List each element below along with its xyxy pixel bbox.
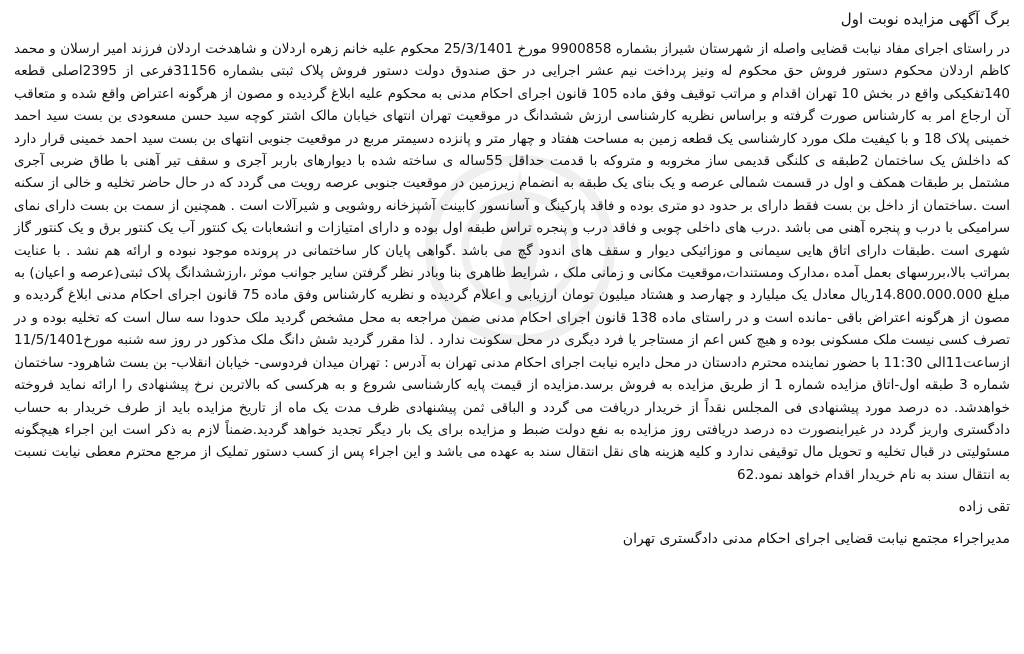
issuing-office: مدیراجراء مجتمع نیابت قضایی اجرای احکام مدنی دادگستری تهران — [622, 531, 1010, 548]
notice-title: برگ آگهی مزایده نوبت اول — [840, 10, 1010, 28]
notice-body: در راستای اجرای مفاد نیابت قضایی واصله از شهرستان شیراز بشماره 9900858 مورخ 25/3/1401 محکوم علیه خانم زهره اردلان و شاهدخت اردلان فرزند امیر ارسلان و محمد کاظم اردلان محکوم دستور فروش حق محکوم له ونیز پرداخت نیم عشر اجرایی در حق صندوق دولت دستور فروش پلاک ثبتی بشماره 31156فرعی از 2395اصلی قطعه 140تفکیکی واقع در بخش 10 تهران اقدام و مراتب توقیف وفق ماده 105 قانون اجرای احکام مدنی به محکوم علیه ابلاغ گردیده و مصون از هرگونه اعتراض واقع شده و متعاقب آن ارجاع امر به کارشناس صورت گرفته و براساس نظریه کارشناسی ارزش ششدانگ در موقعیت تهران انتهای خیابان مالک اشتر کوچه سید حسن مسعودی بن بست سید احمد خمینی پلاک 18 و با کیفیت ملک مورد کارشناسی یک قطعه زمین به مساحت هفتاد و چهار متر و پانزده دسیمتر مربع در موقعیت جنوبی انتهای بن بست سید احمد خمینی قرار دارد که داخلش یک ساختمان 2طبقه ی کلنگی قدیمی ساز مخروبه و متروکه با قدمت حداقل 55ساله ی ساخته شده با دیوارهای باربر آجری و سقف تیر آهنی با طاق ضربی آجری مشتمل بر طبقات همکف و اول در قسمت شمالی عرصه و یک بنای یک طبقه به انضمام زیرزمین در موقعیت جنوبی عرصه رویت می گردد که در حال حاضر تخلیه و خالی از سکنه است .ساختمان از داخل بن بست فقط دارای بر حدود دو متری بوده و فاقد پارکینگ و آسانسور کابینت آشپزخانه روشویی و شیرآلات است . همچنین از سمت بن بست دارای نمای سرامیکی با درب و پنجره آهنی می باشد .درب های داخلی چوبی و فاقد درب و پنجره تراس طبقه اول بوده و دارای امتیازات و انشعابات یک کنتور آب یک کنتور برق و یک کنتور گاز شهری است .طبقات دارای اتاق هایی سیمانی و موزائیکی دیوار و سقف های اندود گچ می باشد .گواهی پایان کار ساختمانی در پرونده موجود نبوده و ارائه هم نشد . با عنایت بمراتب بالا،بررسهای بعمل آمده ،مدارک ومستندات،موقعیت مکانی و زمانی ملک ، شرایط ظاهری بنا وبادر نظر گرفتن سایر جوانب موثر ،ارزششدانگ پلاک ثبتی(عرصه و اعیان) به مبلغ 14.800.000.000ریال معادل یک میلیارد و چهارصد و هشتاد میلیون تومان ارزیابی و اعلام گردیده و نظریه کارشناس وفق ماده 75 قانون اجرای احکام مدنی ابلاغ گردیده و مصون از هرگونه اعتراض باقی -مانده است و در راستای ماده 138 قانون اجرای احکام مدنی ضمن مراجعه به محل مشخص گردید ملک حدودا سه سال است که تخلیه بوده و در تصرف کسی نیست ملک مسکونی بوده و هیچ کس اعم از مستاجر یا فرد دیگری در محل سکونت ندارد . لذا مقرر گردید شش دانگ ملک مذکور در روز سه شنبه مورخ11/5/1401 ازساعت11الی 11:30 با حضور نماینده محترم دادستان در محل دایره نیابت اجرای احکام مدنی تهران به آدرس : تهران میدان فردوسی- خیابان انقلاب- بن بست شاهرود- ساختمان شماره 3 طبقه اول-اتاق مزایده شماره 1 از طریق مزایده به فروش برسد.مزایده از قیمت پایه کارشناسی شروع و به هرکسی که بالاترین نرخ پیشنهادی را ارائه نماید فروخته خواهدشد. ده درصد مورد پیشنهادی فی المجلس نقداً از خریدار دریافت می گردد و الباقی ثمن پیشنهادی ظرف مدت یک ماه از تاریخ مزایده باید از طرف خریدار به حساب دادگستری واریز گردد در غیراینصورت ده درصد دریافتی روز مزایده به نفع دولت ضبط و مزایده برای یک بار دیگر تجدید خواهد گردید.ضمناً لازم به ذکر است این اجراء هیچگونه مسئولیتی در قبال تخلیه و تحویل مال توقیفی ندارد و کلیه هزینه های نقل انتقال سند به عهده می باشد و این اجراء پس از کسب دستور تملیک از مرجع محترم معطی نیابت نسبت به انتقال سند به نام خریدار اقدام خواهد نمود.62 — [14, 41, 1011, 483]
signatory-name: تقی زاده — [958, 499, 1010, 516]
